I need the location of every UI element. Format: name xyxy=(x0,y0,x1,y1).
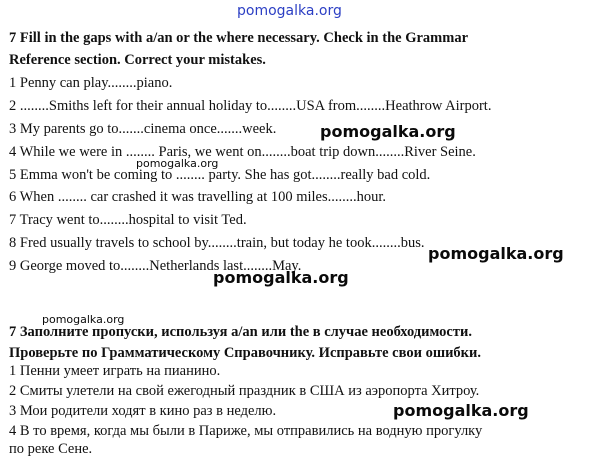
watermark-2: pomogalka.org xyxy=(136,157,219,170)
watermark-top: pomogalka.org xyxy=(237,3,342,19)
watermark-5: pomogalka.org xyxy=(42,313,125,326)
watermark-6: pomogalka.org xyxy=(393,401,529,420)
exercise-item-5: 5 Emma won't be coming to ........ party. She has got........really bad cold. xyxy=(9,167,431,183)
watermark-1: pomogalka.org xyxy=(320,122,456,141)
translation-instruction-line-1: 7 Заполните пропуски, используя a/an или the в случае необходимости. xyxy=(9,324,472,340)
exercise-item-6: 6 When ........ car crashed it was travelling at 100 miles........hour. xyxy=(9,189,387,205)
exercise-item-3: 3 My parents go to.......cinema once.......week. xyxy=(9,121,277,137)
exercise-item-1: 1 Penny can play........piano. xyxy=(9,75,173,91)
watermark-3: pomogalka.org xyxy=(428,244,564,263)
translation-item-2: 2 Смиты улетели на свой ежегодный праздник в США из аэропорта Хитроу. xyxy=(9,383,480,399)
exercise-instruction-line-2: Reference section. Correct your mistakes. xyxy=(9,52,266,68)
translation-item-3: 3 Мои родители ходят в кино раз в неделю. xyxy=(9,403,277,419)
exercise-item-9: 9 George moved to........Netherlands last........May. xyxy=(9,258,302,274)
exercise-instruction-line-1: 7 Fill in the gaps with a/an or the where necessary. Check in the Grammar xyxy=(9,30,469,46)
translation-item-1: 1 Пенни умеет играть на пианино. xyxy=(9,363,221,379)
exercise-item-8: 8 Fred usually travels to school by........train, but today he took........bus. xyxy=(9,235,425,251)
exercise-item-4: 4 While we were in ........ Paris, we went on........boat trip down........River Seine. xyxy=(9,144,476,160)
translation-instruction-line-2: Проверьте по Грамматическому Справочнику. Исправьте свои ошибки. xyxy=(9,345,482,361)
watermark-4: pomogalka.org xyxy=(213,268,349,287)
translation-item-4: 4 В то время, когда мы были в Париже, мы отправились на водную прогулку xyxy=(9,423,483,439)
translation-item-4-continued: по реке Сене. xyxy=(9,441,93,457)
exercise-item-7: 7 Tracy went to........hospital to visit Ted. xyxy=(9,212,247,228)
exercise-item-2: 2 ........Smiths left for their annual holiday to........USA from........Heathrow Airport. xyxy=(9,98,492,114)
